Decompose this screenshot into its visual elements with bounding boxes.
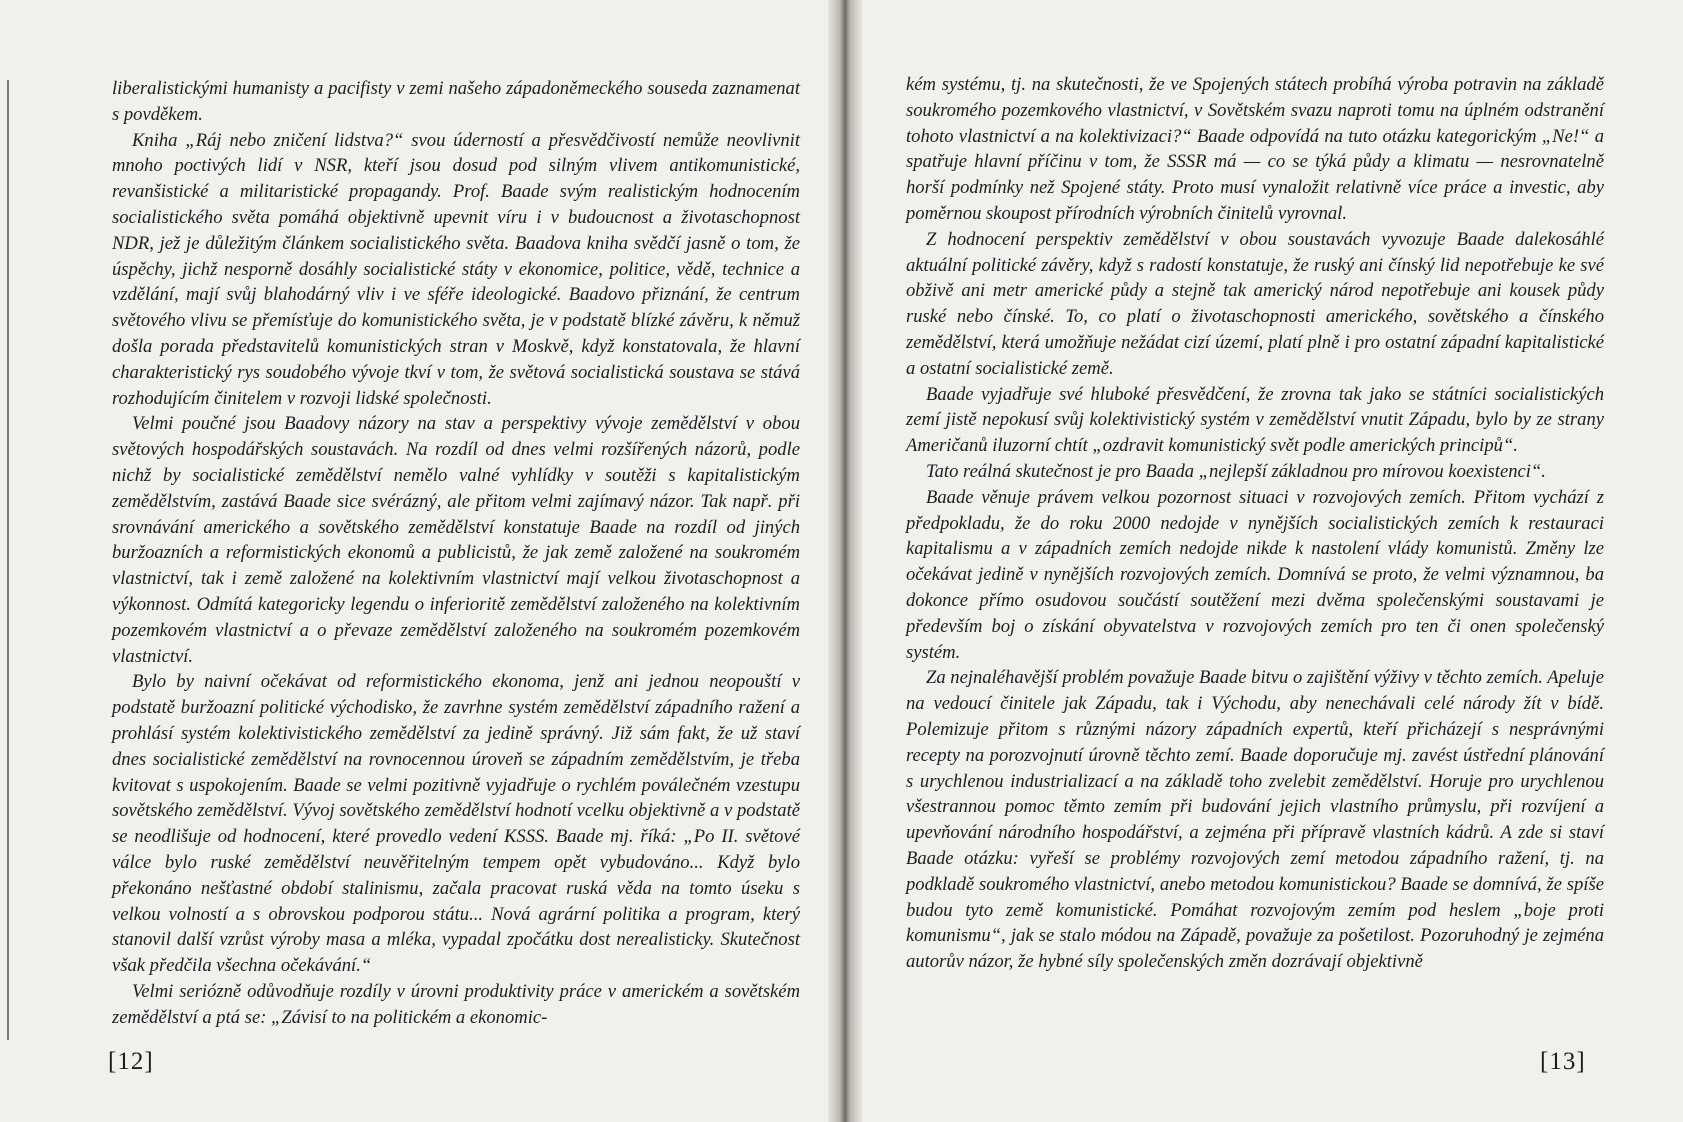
paragraph: Velmi poučné jsou Baadovy názory na stav a perspektivy vývoje zemědělství v obou světových hospodářských soustavách. Na rozdíl od dnes velmi rozšířených názorů, podle nichž by socialistické zemědělství nemělo valné vyhlídky v soutěži s kapitalistickým zemědělstvím, zastává Baade sice svérázný, ale přitom velmi zajímavý názor. Tak např. při srovnávání amerického a sovětského zemědělství konstatuje Baade na rozdíl od jiných buržoazních a reformistických ekonomů a publicistů, že jak země založené na soukromém vlastnictví, tak i země založené na kolektivním vlastnictví mají velkou životaschopnost a výkonnost. Odmítá kategoricky legendu o inferioritě zemědělství založeného na kolektivním pozemkovém vlastnictví a o převaze zemědělství založeného na soukromém pozemkovém vlastnictví. bbox=[112, 413, 800, 667]
right-page-text bbox=[906, 72, 1604, 975]
page-number-left: [12] bbox=[108, 1048, 154, 1075]
page-number-right: [13] bbox=[1540, 1048, 1586, 1075]
paragraph: liberalistickými humanisty a pacifisty v zemi našeho západoněmeckého souseda zaznamenat s povděkem. bbox=[112, 78, 800, 125]
paragraph: Tato reálná skutečnost je pro Baada „nejlepší základnou pro mírovou koexistenci“. bbox=[926, 460, 1546, 482]
paragraph: Z hodnocení perspektiv zemědělství v obou soustavách vyvozuje Baade dalekosáhlé aktuální politické závěry, když s radostí konstatuje, že ruský ani čínský lid nepotřebuje ke své obživě ani metr americké půdy a stejně tak americký národ nepotřebuje ani kousek půdy ruské nebo čínské. To, co platí o životaschopnosti amerického, sovětského a čínského zemědělství, která umožňuje nežádat cizí území, platí plně i pro ostatní západní kapitalistické a ostatní socialistické země. bbox=[906, 228, 1604, 379]
paragraph: Kniha „Ráj nebo zničení lidstva?“ svou úderností a přesvědčivostí nemůže neovlivnit mnoho poctivých lidí v NSR, kteří jsou dosud pod silným vlivem antikomunistické, revanšistické a militaristické propagandy. Prof. Baade svým realistickým hodnocením socialistického světa pomáhá objektivně upevnit víru i v budoucnost a životaschopnost NDR, jež je důležitým článkem socialistického světa. Baadova kniha svědčí jasně o tom, že úspěchy, jichž nesporně dosáhly socialistické státy v ekonomice, politice, vědě, technice a vzdělání, mají svůj blahodárný vliv i ve sféře ideologické. Baadovo přiznání, že centrum světového vlivu se přemísťuje do komunistického světa, je v podstatě blízké závěru, k němuž došla porada představitelů komunistických stran v Moskvě, když konstatovala, že hlavní charakteristický rys soudobého vývoje tkví v tom, že světová socialistická soustava se stává rozhodujícím činitelem v rozvoji lidské společnosti. bbox=[112, 129, 800, 409]
paragraph: Za nejnaléhavější problém považuje Baade bitvu o zajištění výživy v těchto zemích. Apeluje na vedoucí činitele jak Západu, tak i Východu, aby nenechávali celé národy žít v bídě. Polemizuje přitom s různými názory západních expertů, kteří přicházejí s nesprávnými recepty na porozvojnutí úrovně těchto zemí. Baade doporučuje mj. zavést ústřední plánování s urychlenou industrializací a na základě toho zvelebit zemědělství. Horuje pro urychlenou všestrannou pomoc těmto zemím při budování jejich vlastního průmyslu, při rozvíjení a upevňování národního hospodářství, a zejména při přípravě vlastních kádrů. A zde si staví Baade otázku: vyřeší se problémy rozvojových zemí metodou západního ražení, tj. na podkladě soukromého vlastnictví, anebo metodou komunistickou? Baade se domnívá, že spíše budou tyto země komunistické. Pomáhat rozvojovým zemím pod heslem „boje proti komunismu“, jak se stalo módou na Západě, považuje za pošetilost. Pozoruhodný je zejména autorův názor, že hybné síly společenských změn dozrávají objektivně bbox=[906, 667, 1604, 973]
paragraph: Baade věnuje právem velkou pozornost situaci v rozvojových zemích. Přitom vychází z předpokladu, že do roku 2000 nedojde v nynějších socialistických zemích k restauraci kapitalismu a v západních zemích nedojde nikde k nastolení vlády komunistů. Změny lze očekávat jedině v nynějších rozvojových zemích. Domnívá se proto, že velmi významnou, ba dokonce přímo osudovou součástí soutěžení mezi dvěma společenskými soustavami je především boj o získání obyvatelstva v rozvojových zemích pro ten či onen společenský systém. bbox=[906, 486, 1604, 663]
paragraph: Bylo by naivní očekávat od reformistického ekonoma, jenž ani jednou neopouští v podstatě buržoazní politické východisko, že zavrhne systém zemědělství západního ražení a prohlásí systém kolektivistického zemědělství za jedině správný. Již sám fakt, že už staví dnes socialistické zemědělství na rovnocennou úroveň se západním zemědělstvím, je třeba kvitovat s uspokojením. Baade se velmi pozitivně vyjadřuje o rychlém poválečném vzestupu sovětského zemědělství. Vývoj sovětského zemědělství hodnotí vcelku objektivně a v podstatě se neodlišuje od hodnocení, které provedlo vedení KSSS. Baade mj. říká: „Po II. světové válce bylo ruské zemědělství neuvěřitelným tempem opět vybudováno... Když bylo překonáno nešťastné období stalinismu, začala pracovat ruská věda na tomto úseku s velkou volností a s obrovskou podporou státu... Nová agrární politika a program, který stanovil další vzrůst výroby masa a mléka, vypadal zpočátku dost nerealisticky. Skutečnost však předčila všechna očekávání.“ bbox=[112, 671, 800, 977]
book-gutter bbox=[828, 0, 862, 1122]
page-edge-mark bbox=[7, 80, 9, 1040]
paragraph: Velmi seriózně odůvodňuje rozdíly v úrovni produktivity práce v americkém a sovětském zemědělství a ptá se: „Závisí to na politickém a ekonomic- bbox=[112, 980, 800, 1028]
left-page bbox=[0, 0, 840, 1122]
paragraph: Baade vyjadřuje své hluboké přesvědčení, že zrovna tak jako se státníci socialistických zemí jistě nepokusí svůj kolektivistický systém v zemědělství vnutit Západu, bylo by ze strany Američanů iluzorní chtít „ozdravit komunistický svět podle amerických principů“. bbox=[906, 383, 1604, 457]
right-page bbox=[850, 0, 1683, 1122]
left-page-text bbox=[112, 76, 800, 1030]
paragraph: kém systému, tj. na skutečnosti, že ve Spojených státech probíhá výroba potravin na základě soukromého pozemkového vlastnictví, v Sovětském svazu naproti tomu na úplném odstranění tohoto vlastnictví a na kolektivizaci?“ Baade odpovídá na tuto otázku kategorickým „Ne!“ a spatřuje hlavní příčinu v tom, že SSSR má — co se týká půdy a klimatu — nesrovnatelně horší podmínky než Spojené státy. Proto musí vynaložit relativně více práce a investic, aby poměrnou skoupost přírodních výrobních činitelů vyrovnal. bbox=[906, 74, 1604, 224]
